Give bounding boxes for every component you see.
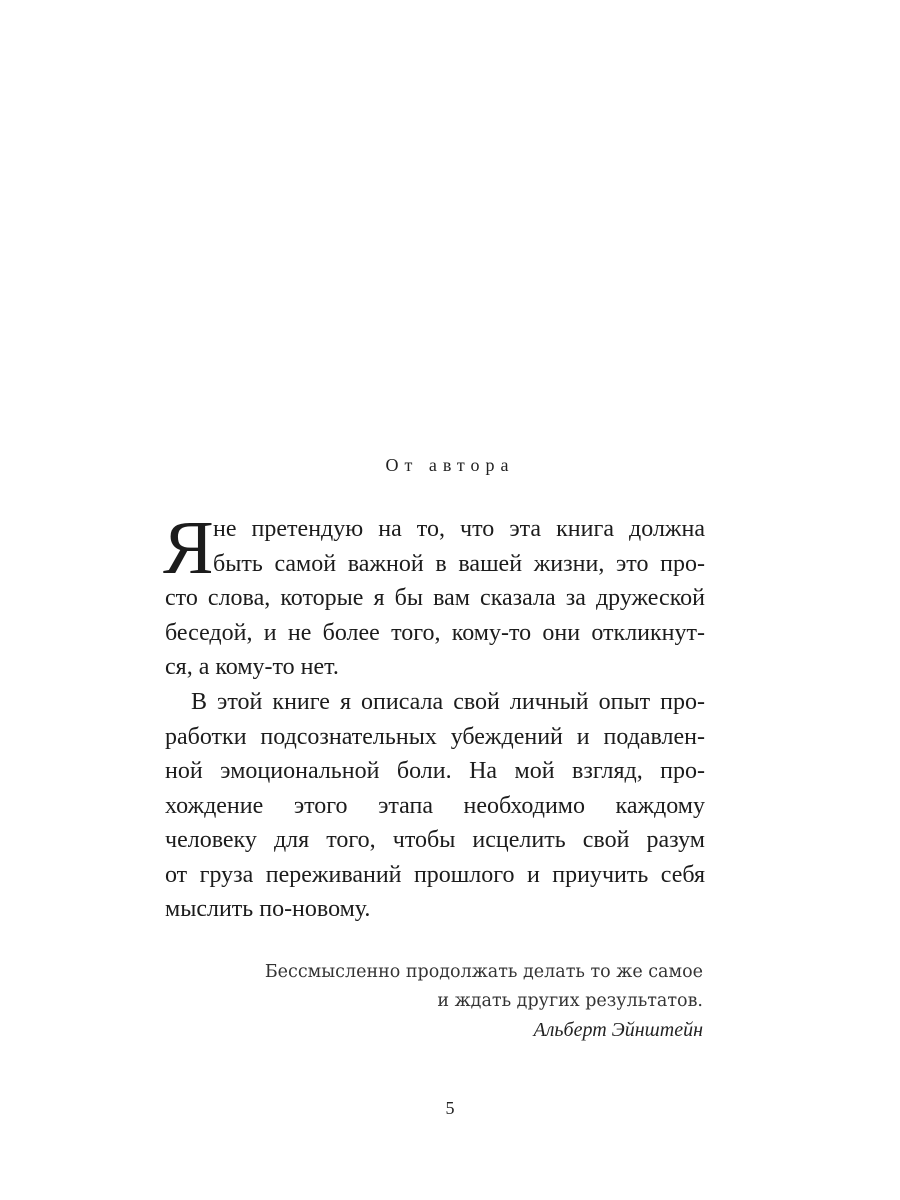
paragraph-2 [165,685,705,927]
paragraph-line: от груза переживаний прошлого и приучить себя [165,861,705,888]
paragraph-line: ся, а кому-то нет. [165,654,339,680]
drop-cap: Я [163,506,214,590]
epigraph-author: Альберт Эйнштейн [533,1019,703,1041]
paragraph-line: В этой книге я описала свой личный опыт про- [191,689,705,715]
epigraph-line: и ждать других результатов. [437,991,703,1011]
epigraph [183,958,703,1045]
paragraph-line: хождение этого этапа необходимо каждому [165,792,705,819]
paragraph-line: ной эмоциональной боли. На мой взгляд, про- [165,758,705,784]
section-heading: От автора [385,455,515,475]
paragraph-line: беседой, и не более того, кому-то они откликнут- [165,619,705,646]
paragraph-line: мыслить по-новому. [165,896,371,922]
epigraph-line: Бессмысленно продолжать делать то же самое [264,962,703,982]
paragraph-line: не претендую на то, что эта книга должна [213,516,705,542]
paragraph-line: быть самой важной в вашей жизни, это про- [213,550,705,577]
page-number: 5 [445,1098,455,1118]
paragraph-1 [163,506,705,685]
paragraph-line: сто слова, которые я бы вам сказала за дружеской [165,585,705,611]
paragraph-line: человеку для того, чтобы исцелить свой разум [165,827,705,853]
paragraph-line: работки подсознательных убеждений и подавлен- [165,723,705,750]
